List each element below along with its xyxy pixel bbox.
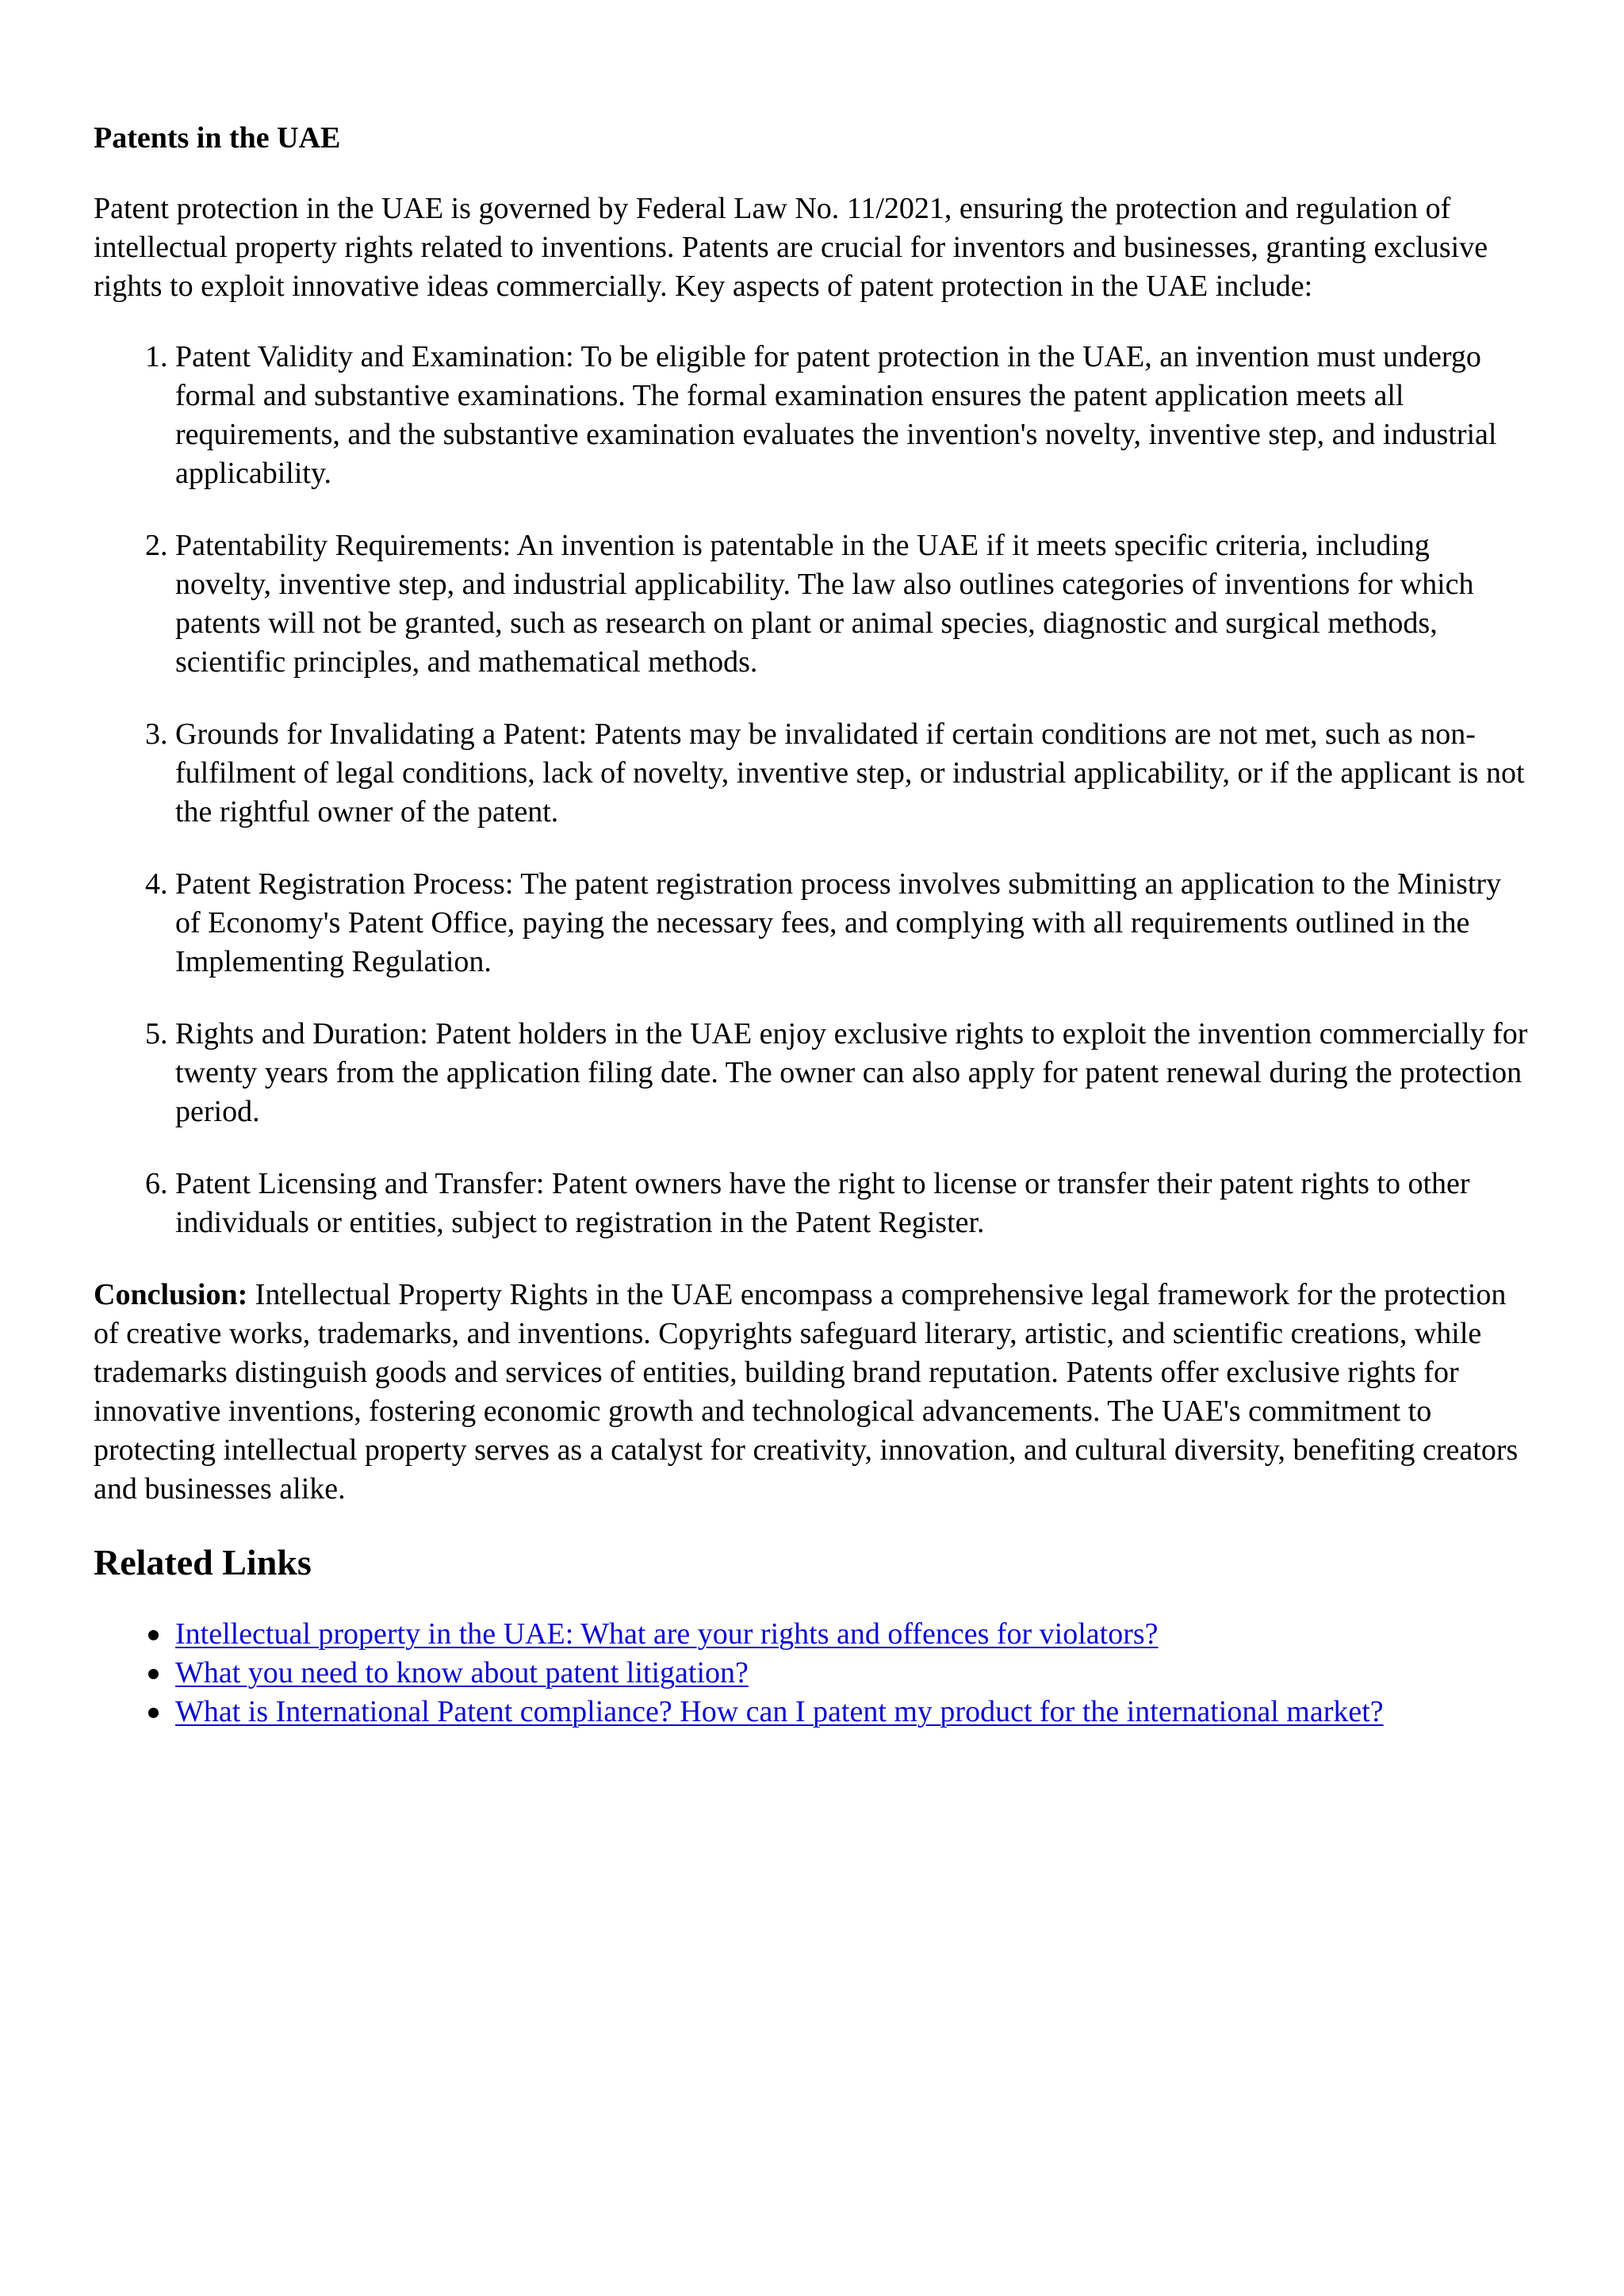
related-link-item	[175, 1693, 1529, 1732]
aspect-item: 5. Rights and Duration: Patent holders in the UAE enjoy exclusive rights to exploit the invention commercially for twenty years from the application filing date. The owner can also apply for patent renewal during the protection period.	[175, 1015, 1529, 1131]
aspect-item: 6. Patent Licensing and Transfer: Patent owners have the right to license or transfer their patent rights to other individuals or entities, subject to registration in the Patent Register.	[175, 1165, 1529, 1242]
conclusion-paragraph	[94, 1276, 1529, 1509]
intro-paragraph: Patent protection in the UAE is governed by Federal Law No. 11/2021, ensuring the protection and regulation of intellectual property rights related to inventions. Patents are crucial for inventors and businesses, granting exclusive rights to exploit innovative ideas commercially. Key aspects of patent protection in the UAE include:	[94, 192, 1488, 303]
related-link-patent-litigation[interactable]: What you need to know about patent litigation?	[175, 1656, 749, 1689]
bullet-icon	[148, 1669, 159, 1679]
related-link-item	[175, 1615, 1529, 1654]
related-link-item	[175, 1654, 1529, 1693]
conclusion-text: Intellectual Property Rights in the UAE encompass a comprehensive legal framework for the protection of creative works, trademarks, and inventions. Copyrights safeguard literary, artistic, and scientific creations, while trademarks distinguish goods and services of entities, building brand reputation. Patents offer exclusive rights for innovative inventions, fostering economic growth and technological advancements. The UAE's commitment to protecting intellectual property serves as a catalyst for creativity, innovation, and cultural diversity, benefiting creators and businesses alike.	[94, 1278, 1519, 1506]
section-heading: Patents in the UAE	[94, 121, 341, 155]
related-links-heading: Related Links	[94, 1542, 312, 1582]
conclusion-lead: Conclusion:	[94, 1278, 248, 1311]
patent-aspects-list	[94, 338, 1529, 1242]
bullet-icon	[148, 1708, 159, 1718]
related-links-list	[94, 1615, 1529, 1732]
aspect-item: 1. Patent Validity and Examination: To be eligible for patent protection in the UAE, an invention must undergo formal and substantive examinations. The formal examination ensures the patent application meets all requirements, and the substantive examination evaluates the invention's novelty, inventive step, and industrial applicability.	[175, 338, 1529, 493]
related-link-ip-rights[interactable]: Intellectual property in the UAE: What are your rights and offences for violators?	[175, 1617, 1159, 1651]
aspect-item: 4. Patent Registration Process: The patent registration process involves submitting an application to the Ministry of Economy's Patent Office, paying the necessary fees, and complying with all requirements outlined in the Implementing Regulation.	[175, 865, 1529, 982]
bullet-icon	[148, 1630, 159, 1640]
aspect-item: 3. Grounds for Invalidating a Patent: Patents may be invalidated if certain conditions are not met, such as non-fulfilment of legal conditions, lack of novelty, inventive step, or industrial applicability, or if the applicant is not the rightful owner of the patent.	[175, 715, 1529, 832]
related-link-international-patent[interactable]: What is International Patent compliance? How can I patent my product for the international market?	[175, 1695, 1384, 1728]
aspect-item: 2. Patentability Requirements: An invention is patentable in the UAE if it meets specific criteria, including novelty, inventive step, and industrial applicability. The law also outlines categories of inventions for which patents will not be granted, such as research on plant or animal species, diagnostic and surgical methods, scientific principles, and mathematical methods.	[175, 526, 1529, 682]
document-page	[94, 119, 1529, 1732]
